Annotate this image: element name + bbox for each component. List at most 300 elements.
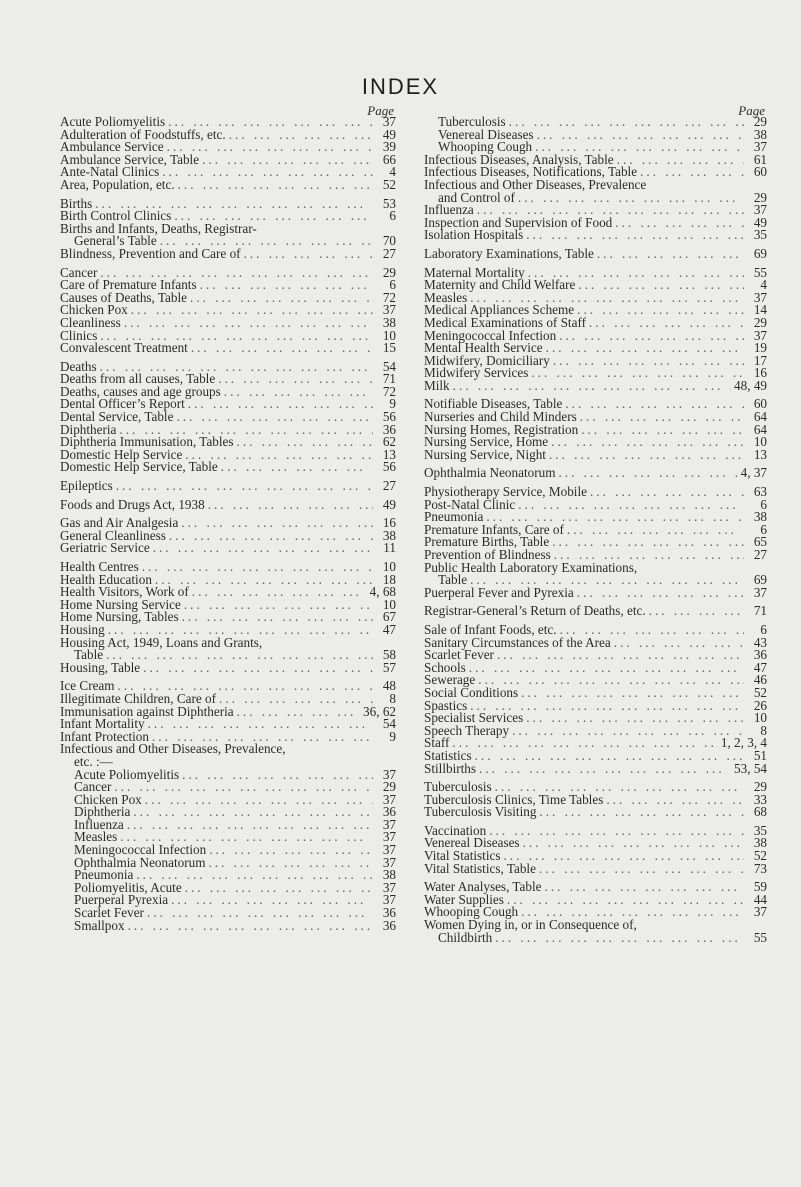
- dot-leader: [184, 599, 373, 612]
- index-entry-label: Health Education: [60, 571, 152, 587]
- dot-leader: [580, 411, 744, 424]
- index-entry-label: Laboratory Examinations, Table: [424, 245, 594, 261]
- index-entry: [424, 584, 767, 600]
- index-entry-label: Schools: [424, 659, 466, 675]
- index-entry-label: Physiotherapy Service, Mobile: [424, 484, 587, 500]
- index-entry-label: Infectious and Other Diseases, Prevalence,: [60, 741, 286, 757]
- dot-leader: [553, 355, 744, 368]
- index-entry-pages: 37: [753, 139, 767, 155]
- index-entry-label: Puerperal Pyrexia: [74, 892, 169, 908]
- index-entry-pages: 39: [382, 139, 396, 155]
- index-entry-label: Registrar-General’s Return of Deaths, etc.: [424, 603, 646, 619]
- index-entry-pages: 4, 37: [740, 465, 767, 481]
- index-entry-row: [60, 480, 396, 493]
- index-entry-pages: 29: [382, 264, 396, 280]
- index-entry-label: Cancer: [60, 264, 98, 280]
- index-entry-label: Infectious Diseases, Analysis, Table: [424, 151, 614, 167]
- index-entry-label: Health Centres: [60, 559, 139, 574]
- index-entry: [424, 367, 767, 380]
- index-entry: [424, 860, 767, 876]
- index-entry-label: Nurseries and Child Minders: [424, 409, 577, 425]
- dot-leader: [162, 166, 373, 179]
- dot-leader: [191, 342, 373, 355]
- index-entry-label: Birth Control Clinics: [60, 208, 172, 224]
- index-entry-row: [60, 342, 396, 355]
- dot-leader: [452, 737, 717, 750]
- index-entry: [424, 377, 767, 393]
- index-entry-pages: 71: [753, 603, 767, 619]
- dot-leader: [171, 894, 373, 907]
- index-entry-label: Ophthalmia Neonatorum: [74, 854, 206, 870]
- dot-leader: [597, 248, 744, 261]
- index-entry-row: [60, 611, 396, 624]
- index-entry-label: Nursing Service, Home: [424, 434, 549, 450]
- index-entry-pages: 72: [382, 289, 396, 305]
- index-entry-label: Domestic Help Service, Table: [60, 459, 218, 475]
- index-entry-label: Cleanliness: [60, 314, 121, 330]
- index-entry-pages: 10: [753, 710, 767, 726]
- index-entry-row: [424, 367, 767, 380]
- dot-leader: [551, 436, 744, 449]
- index-entry-pages: 16: [753, 365, 767, 381]
- index-column-right: [424, 103, 767, 945]
- index-entry-label: Infectious and Other Diseases, Prevalence: [424, 176, 647, 192]
- dot-leader: [475, 750, 744, 763]
- index-entry-pages: 37: [382, 842, 396, 858]
- index-entry-pages: 51: [753, 747, 767, 763]
- index-entry-label: Acute Poliomyelitis: [74, 766, 180, 782]
- index-entry-row: [424, 760, 767, 776]
- index-entries-left: [60, 116, 396, 932]
- dot-leader: [546, 342, 744, 355]
- index-entry-pages: 13: [382, 446, 396, 462]
- dot-leader: [507, 894, 744, 907]
- index-entry-pages: 37: [753, 327, 767, 343]
- index-entry: [60, 245, 396, 261]
- index-entry-pages: 6: [389, 208, 396, 224]
- index-column-left: [60, 103, 396, 933]
- index-entry-pages: 6: [389, 277, 396, 293]
- index-entry-pages: 55: [753, 264, 767, 280]
- index-entry-pages: 4: [389, 164, 396, 180]
- index-entry-label: Deaths from all causes, Table: [60, 371, 216, 387]
- index-entry-label: Premature Infants, Care of: [424, 521, 564, 537]
- dot-leader: [478, 674, 744, 687]
- index-entry-pages: 10: [382, 327, 396, 343]
- index-entry-pages: 47: [382, 621, 396, 637]
- index-entry: [424, 806, 767, 819]
- dot-leader: [545, 881, 744, 894]
- dot-leader: [453, 380, 731, 393]
- index-entry-pages: 46: [753, 672, 767, 688]
- index-entry-pages: 62: [382, 434, 396, 450]
- index-entry-row: [74, 766, 396, 782]
- index-entry-pages: 67: [382, 609, 396, 625]
- index-entry: [424, 605, 767, 618]
- dot-leader: [200, 279, 373, 292]
- index-entry-label: Midwifery, Domiciliary: [424, 352, 550, 368]
- index-entry-label: Water Analyses, Table: [424, 879, 542, 895]
- index-entry-pages: 33: [753, 791, 767, 807]
- dot-leader: [145, 794, 373, 807]
- dot-leader: [578, 279, 744, 292]
- index-entry-row: [424, 279, 767, 292]
- index-entry-continuation: and Control of: [438, 189, 515, 205]
- index-entry: [60, 342, 396, 355]
- dot-leader: [116, 480, 373, 493]
- index-entry-row: [424, 229, 767, 242]
- index-entry-continuation: Table: [74, 647, 104, 663]
- dot-leader: [640, 166, 744, 179]
- index-entry-pages: 27: [382, 478, 396, 494]
- dot-leader: [133, 806, 373, 819]
- index-entry-label: Diphtheria Immunisation, Tables: [60, 434, 234, 450]
- dot-leader: [185, 882, 373, 895]
- dot-leader: [219, 693, 373, 706]
- index-entry-label: Foods and Drugs Act, 1938: [60, 496, 205, 512]
- dot-leader: [192, 586, 367, 599]
- index-entry-label: Speech Therapy: [424, 722, 510, 738]
- index-entry-label: Influenza: [424, 202, 474, 218]
- index-entry-pages: 53, 54: [734, 760, 767, 776]
- dot-leader: [649, 605, 744, 618]
- index-entry-pages: 36: [382, 804, 396, 820]
- index-entry-pages: 36: [382, 905, 396, 921]
- index-entry-pages: 26: [753, 697, 767, 713]
- index-entry: [424, 722, 767, 738]
- index-entry-label: Scarlet Fever: [424, 647, 494, 663]
- index-entry-label: Care of Premature Infants: [60, 277, 197, 293]
- index-entry-label: Medical Appliances Scheme: [424, 302, 575, 318]
- index-entry-label: Domestic Help Service: [60, 446, 183, 462]
- index-entry-pages: 48: [382, 678, 396, 694]
- index-entry-label: Scarlet Fever: [74, 905, 144, 921]
- index-entry-label: Premature Births, Table: [424, 534, 550, 550]
- index-entry-pages: 9: [389, 396, 396, 412]
- index-entry-row: [74, 917, 396, 933]
- index-entry-label: Clinics: [60, 327, 98, 343]
- dot-leader: [495, 932, 744, 945]
- index-entry-label: Diphtheria: [74, 804, 131, 820]
- index-entry-label: Women Dying in, or in Consequence of,: [424, 917, 637, 933]
- index-entry-pages: 38: [753, 126, 767, 142]
- index-entry-label: Notifiable Diseases, Table: [424, 396, 563, 412]
- index-entry-row: [424, 377, 767, 393]
- dot-leader: [567, 524, 744, 537]
- dot-leader: [229, 129, 373, 142]
- index-entry-pages: 29: [753, 779, 767, 795]
- dot-leader: [178, 179, 373, 192]
- index-entry-label: Health Visitors, Work of: [60, 584, 189, 600]
- dot-leader: [526, 712, 744, 725]
- index-entry: [424, 737, 767, 750]
- index-entry-label: Isolation Hospitals: [424, 227, 524, 243]
- index-entry: [60, 917, 396, 933]
- index-entry: [60, 480, 396, 493]
- index-entry-label: Acute Poliomyelitis: [60, 114, 166, 129]
- index-entry-continuation: Childbirth: [438, 929, 493, 945]
- dot-leader: [147, 907, 373, 920]
- dot-leader: [589, 317, 744, 330]
- index-entry-pages: 10: [753, 434, 767, 450]
- index-entry-row: [424, 605, 767, 618]
- dot-leader: [549, 449, 744, 462]
- dot-leader: [202, 154, 373, 167]
- index-entry-label: Nursing Homes, Registration: [424, 421, 579, 437]
- index-entry-pages: 54: [382, 358, 396, 374]
- index-entry-label: Specialist Services: [424, 710, 524, 726]
- index-entry-pages: 64: [753, 421, 767, 437]
- index-entry-pages: 37: [753, 289, 767, 305]
- index-entry: [60, 461, 396, 474]
- index-entry-label: Mental Health Service: [424, 340, 543, 356]
- dot-leader: [237, 706, 360, 719]
- index-entry-label: Housing Act, 1949, Loans and Grants,: [60, 634, 263, 650]
- index-entry-pages: 52: [753, 684, 767, 700]
- dot-leader: [581, 424, 744, 437]
- index-entry-label: Tuberculosis Visiting: [424, 804, 537, 820]
- dot-leader: [497, 649, 744, 662]
- index-entry-pages: 38: [382, 314, 396, 330]
- dot-leader: [577, 587, 744, 600]
- dot-leader: [531, 367, 744, 380]
- dot-leader: [209, 844, 373, 857]
- index-entry: [60, 496, 396, 512]
- index-entry-label: Prevention of Blindness: [424, 547, 551, 562]
- index-entry-pages: 65: [753, 534, 767, 550]
- index-entry-label: Adulteration of Foodstuffs, etc.: [60, 126, 226, 142]
- index-entry-pages: 29: [753, 314, 767, 330]
- index-entry-pages: 35: [753, 822, 767, 838]
- dot-leader: [614, 637, 744, 650]
- index-entry-pages: 64: [753, 409, 767, 425]
- dot-leader: [208, 857, 373, 870]
- index-entry-pages: 61: [753, 151, 767, 167]
- index-entry-row: [424, 189, 767, 205]
- index-entry-pages: 55: [753, 929, 767, 945]
- index-entry: [424, 245, 767, 261]
- dot-leader: [218, 373, 373, 386]
- index-entry-label: Poliomyelitis, Acute: [74, 879, 182, 895]
- index-entry-label: Sewerage: [424, 672, 476, 688]
- index-entry-pages: 37: [382, 114, 396, 129]
- index-entry-row: [60, 314, 396, 330]
- index-entry-row: [424, 446, 767, 462]
- index-entry-row: [424, 245, 767, 261]
- dot-leader: [504, 850, 745, 863]
- index-entry-pages: 10: [382, 596, 396, 612]
- index-entry-label: Home Nursing, Tables: [60, 609, 179, 625]
- index-entry-label: Sale of Infant Foods, etc.: [424, 621, 557, 637]
- index-entry-row: [424, 649, 767, 662]
- index-entry-pages: 52: [753, 848, 767, 864]
- dot-leader: [169, 530, 373, 543]
- index-entry-pages: 8: [760, 722, 767, 738]
- index-entry-label: Ambulance Service: [60, 139, 164, 155]
- index-entry-label: Milk: [424, 377, 450, 393]
- index-entry-label: Ophthalmia Neonatorum: [424, 465, 556, 481]
- index-entry-pages: 63: [753, 484, 767, 500]
- dot-leader: [512, 725, 744, 738]
- index-entry-label: Nursing Service, Night: [424, 446, 546, 462]
- index-entry-label: Inspection and Supervision of Food: [424, 214, 613, 230]
- index-entry-label: Measles: [74, 829, 118, 845]
- index-entry-pages: 10: [382, 559, 396, 574]
- index-entry-pages: 4: [760, 277, 767, 293]
- index-entry-pages: 37: [753, 202, 767, 218]
- index-entry-continuation: General’s Table: [74, 233, 157, 249]
- index-entry-pages: 27: [382, 245, 396, 261]
- index-entry-continuation: etc. :—: [74, 753, 113, 769]
- index-entry-row: [74, 816, 396, 832]
- index-entry-pages: 16: [382, 515, 396, 531]
- index-entry-label: Gas and Air Analgesia: [60, 515, 179, 531]
- index-entry-pages: 36: [382, 421, 396, 437]
- dot-leader: [518, 192, 744, 205]
- index-entry-pages: 49: [382, 126, 396, 142]
- index-entry-pages: 36: [382, 917, 396, 933]
- index-entry-label: Illegitimate Children, Care of: [60, 690, 217, 706]
- index-entry-label: Venereal Diseases: [424, 835, 520, 851]
- dot-leader: [558, 467, 737, 480]
- index-entry-pages: 8: [389, 690, 396, 706]
- index-entry-pages: 47: [753, 659, 767, 675]
- index-entry-label: Puerperal Fever and Pyrexia: [424, 584, 574, 600]
- index-entry-label: Infant Protection: [60, 728, 149, 744]
- index-entry: [424, 760, 767, 776]
- index-entry-label: Tuberculosis: [438, 114, 506, 129]
- index-entry-row: [424, 722, 767, 738]
- index-entry-label: Medical Examinations of Staff: [424, 314, 586, 330]
- dot-leader: [539, 863, 744, 876]
- index-entry-label: Births: [60, 195, 93, 211]
- index-entry: [60, 542, 396, 555]
- index-entry-label: Ante-Natal Clinics: [60, 164, 160, 180]
- index-entry-label: Epileptics: [60, 478, 113, 494]
- index-entry-label: Infectious Diseases, Notifications, Table: [424, 164, 638, 180]
- index-entry-pages: 36: [753, 647, 767, 663]
- index-entry-row: [424, 584, 767, 600]
- index-entry-pages: 53: [382, 195, 396, 211]
- index-entry-pages: 1, 2, 3, 4: [720, 735, 767, 751]
- index-entry-pages: 37: [382, 879, 396, 895]
- index-entry-label: Housing: [60, 621, 105, 637]
- dot-leader: [124, 317, 373, 330]
- index-entry-pages: 37: [382, 854, 396, 870]
- dot-leader: [176, 411, 373, 424]
- index-entry-pages: 18: [382, 571, 396, 587]
- index-entry-label: Area, Population, etc.: [60, 176, 175, 192]
- dot-leader: [190, 292, 373, 305]
- dot-leader: [590, 486, 744, 499]
- dot-leader: [182, 611, 373, 624]
- index-entry: [60, 743, 396, 768]
- index-entry: [424, 279, 767, 292]
- index-entry-row: [60, 245, 396, 261]
- dot-leader: [114, 781, 373, 794]
- dot-leader: [469, 662, 744, 675]
- index-entry-row: [60, 542, 396, 555]
- index-entry-pages: 4, 68: [369, 584, 396, 600]
- index-entry-pages: 49: [382, 496, 396, 512]
- index-entry-label: Venereal Diseases: [438, 126, 534, 142]
- dot-leader: [244, 248, 373, 261]
- index-entry-pages: 66: [382, 151, 396, 167]
- index-entry-label: Whooping Cough: [424, 904, 519, 920]
- index-entry-label: Meningococcal Infection: [74, 842, 207, 858]
- index-entry-label: Dental Service, Table: [60, 409, 174, 425]
- dot-leader: [552, 536, 744, 549]
- dot-leader: [128, 920, 373, 933]
- index-entry: [424, 684, 767, 700]
- dot-leader: [142, 561, 373, 574]
- index-entry-label: Vital Statistics, Table: [424, 860, 536, 876]
- index-entry-row: [424, 806, 767, 819]
- index-entry-label: Vaccination: [424, 822, 487, 838]
- index-entry-label: Deaths: [60, 358, 97, 374]
- page-column-header: Page: [367, 103, 394, 118]
- index-entry-label: Sanitary Circumstances of the Area: [424, 634, 611, 650]
- dot-leader: [509, 116, 744, 129]
- index-entry-pages: 69: [753, 572, 767, 588]
- index-entry-row: [424, 467, 767, 480]
- index-entry-pages: 6: [760, 521, 767, 537]
- dot-leader: [143, 662, 373, 675]
- index-entry-label: Tuberculosis Clinics, Time Tables: [424, 791, 604, 807]
- index-entry-label: Stillbirths: [424, 760, 477, 776]
- index-entry-label: Staff: [424, 735, 450, 751]
- dot-leader: [526, 229, 744, 242]
- index-entry-pages: 37: [382, 829, 396, 845]
- dot-leader: [131, 304, 373, 317]
- index-entry-label: Midwifery Services: [424, 365, 529, 381]
- index-entry-label: Home Nursing Service: [60, 596, 181, 612]
- index-entry-row: [60, 461, 396, 474]
- index-entry-label: Dental Officer’s Report: [60, 396, 185, 412]
- dot-leader: [221, 461, 373, 474]
- dot-leader: [148, 718, 373, 731]
- dot-leader: [518, 499, 744, 512]
- index-entry-label: Chicken Pox: [74, 791, 142, 807]
- index-entry-pages: 59: [753, 879, 767, 895]
- index-entry-label: Pneumonia: [74, 867, 134, 883]
- dot-leader: [521, 687, 744, 700]
- index-entry-label: Immunisation against Diphtheria: [60, 703, 234, 719]
- index-entry-label: Public Health Laboratory Examinations,: [424, 559, 638, 575]
- index-entry-pages: 14: [753, 302, 767, 318]
- dot-leader: [237, 436, 373, 449]
- index-entry-pages: 38: [753, 509, 767, 525]
- dot-leader: [208, 499, 373, 512]
- index-entry-pages: 35: [753, 227, 767, 243]
- index-entry-pages: 37: [382, 791, 396, 807]
- index-entry-pages: 52: [382, 176, 396, 192]
- index-entry-row: [424, 737, 767, 750]
- index-entry: [424, 229, 767, 242]
- index-entry-pages: 29: [382, 779, 396, 795]
- dot-leader: [539, 806, 744, 819]
- index-entry: [424, 467, 767, 480]
- index-entry-label: Maternity and Child Welfare: [424, 277, 576, 293]
- index-entries-right: [424, 116, 767, 944]
- dot-leader: [106, 649, 373, 662]
- index-entry-continuation: Table: [438, 572, 468, 588]
- index-entry-pages: 68: [753, 804, 767, 820]
- index-entry-row: [60, 176, 396, 192]
- index-entry-pages: 36, 62: [363, 703, 396, 719]
- dot-leader: [577, 304, 744, 317]
- index-entry: [424, 649, 767, 662]
